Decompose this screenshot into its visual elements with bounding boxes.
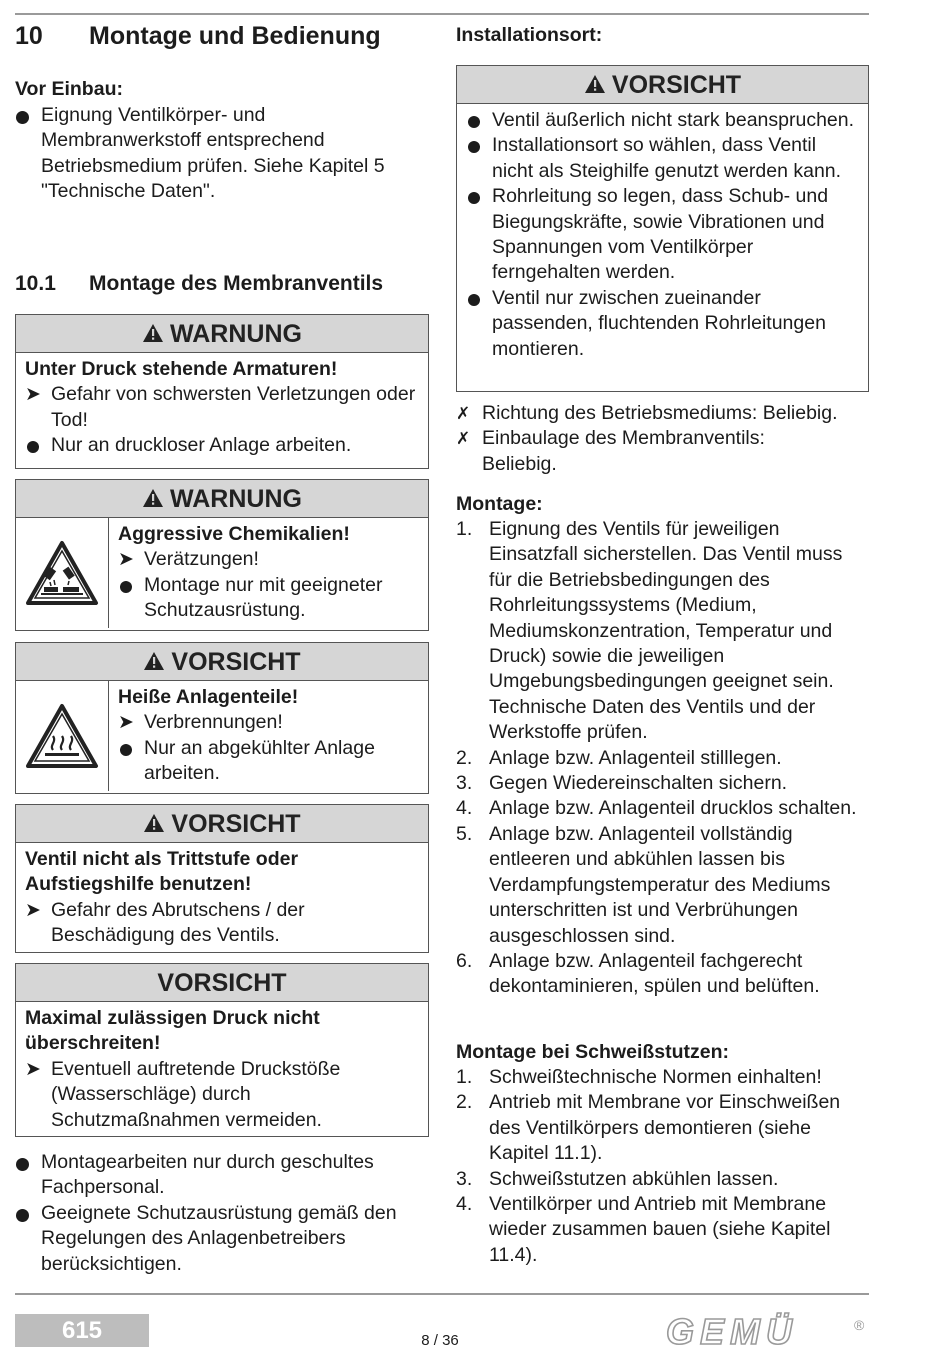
caution-header: VORSICHT — [457, 66, 868, 104]
list-item: 3. Schweißstutzen abkühlen lassen. — [456, 1167, 779, 1190]
warning-triangle-icon — [143, 644, 165, 682]
vor-einbau-label: Vor Einbau: — [15, 78, 123, 100]
section-title: Montage des Membranventils — [89, 272, 384, 295]
vor-einbau-list — [15, 103, 395, 205]
montage-steps — [456, 517, 866, 1000]
model-badge: 615 — [15, 1314, 149, 1347]
bullet-item: Rohrleitung so legen, dass Schub- und Biegungskräfte, sowie Vibrationen und Spannungen vom Ventilkörper ferngehalten werden. — [466, 184, 862, 286]
bullet-item: Ventil nur zwischen zueinander passenden, fluchtenden Rohrleitungen montieren. — [466, 286, 862, 362]
warning-triangle-icon — [584, 67, 606, 105]
caution-title: Ventil nicht als Trittstufe oder Aufstiegshilfe benutzen! — [25, 848, 299, 896]
list-item: ✗ Einbaulage des Membranventils: Beliebig. — [456, 426, 869, 477]
hot-surface-icon — [16, 681, 109, 791]
chapter-heading — [15, 20, 381, 52]
warning-header: WARNUNG — [16, 315, 428, 353]
caution-title: Maximal zulässigen Druck nicht überschreiten! — [25, 1007, 320, 1055]
list-item: 2. Anlage bzw. Anlagenteil stilllegen. — [456, 746, 782, 769]
list-item: 5. Anlage bzw. Anlagenteil vollständig entleeren und abkühlen lassen bis Verdampfungstemperatur des Mediums unterschritten ist und Verbrühungen ausgeschlossen sind. — [456, 822, 831, 947]
registered-mark: ® — [854, 1317, 865, 1333]
list-item: 4. Ventilkörper und Antrieb mit Membrane wieder zusammen bauen (siehe Kapitel 11.4). — [456, 1193, 831, 1266]
warning-header: WARNUNG — [16, 480, 428, 518]
schweissstutzen-label: Montage bei Schweißstutzen: — [456, 1041, 730, 1063]
warning-title: Unter Druck stehende Armaturen! — [25, 358, 338, 380]
arrow-item: ➤ Verbrennungen! — [118, 710, 420, 735]
top-rule — [15, 13, 869, 15]
caution-title: Heiße Anlagenteile! — [118, 686, 299, 708]
warning-box-pressure — [15, 314, 429, 469]
list-item: Montagearbeiten nur durch geschultes Fachpersonal. — [15, 1150, 415, 1201]
arrow-item: ➤ Gefahr von schwersten Verletzungen oder Tod! — [25, 382, 420, 433]
arrow-item: ➤ Verätzungen! — [118, 547, 420, 572]
list-item: 2. Antrieb mit Membrane vor Einschweißen des Ventilkörpers demontieren (siehe Kapitel 11.1). — [456, 1091, 841, 1165]
list-item: 1. Eignung des Ventils für jeweiligen Einsatzfall sicherstellen. Das Ventil muss für die Betriebsbedingungen des Rohrleitungssystems (Medium, Mediumskonzentration, Temperatur und Druck) sowie die jeweiligen Umgebungsbedingungen geeignet sein. Technische Daten des Ventils und der Werkstoffe prüfen. — [456, 518, 843, 744]
general-list — [15, 1150, 415, 1277]
list-item: 6. Anlage bzw. Anlagenteil fachgerecht dekontaminieren, spülen und belüften. — [456, 949, 820, 998]
bullet-item: Ventil äußerlich nicht stark beanspruchen. — [466, 108, 862, 133]
caution-box-pressure — [15, 963, 429, 1137]
installationsort-label: Installationsort: — [456, 24, 603, 46]
installation-notes — [456, 401, 869, 477]
warning-triangle-icon — [142, 481, 164, 519]
corrosive-hazard-icon — [16, 518, 109, 628]
arrow-item: ➤ Gefahr des Abrutschens / der Beschädigung des Ventils. — [25, 898, 420, 949]
warning-box-chemicals — [15, 479, 429, 631]
caution-box-installation — [456, 65, 869, 392]
logo-text: GEMÜ — [666, 1311, 798, 1350]
caution-box-step — [15, 804, 429, 953]
bullet-item: Montage nur mit geeigneter Schutzausrüstung. — [118, 573, 420, 624]
list-item: 1. Schweißtechnische Normen einhalten! — [456, 1066, 822, 1088]
list-item: Eignung Ventilkörper- und Membranwerkstoff entsprechend Betriebsmedium prüfen. Siehe Kapitel 5 "Technische Daten". — [15, 103, 395, 205]
warning-title: Aggressive Chemikalien! — [118, 523, 350, 545]
montage-label: Montage: — [456, 493, 543, 515]
page-number: 8 / 36 — [421, 1332, 459, 1349]
arrow-item: ➤ Eventuell auftretende Druckstöße (Wasserschläge) durch Schutzmaßnahmen vermeiden. — [25, 1057, 420, 1133]
caution-box-hot-parts — [15, 642, 429, 794]
caution-header: VORSICHT — [16, 805, 428, 843]
bullet-item: Nur an druckloser Anlage arbeiten. — [25, 433, 420, 458]
warning-triangle-icon — [142, 316, 164, 354]
list-item: 4. Anlage bzw. Anlagenteil drucklos schalten. — [456, 797, 857, 820]
bullet-item: Installationsort so wählen, dass Ventil nicht als Steighilfe genutzt werden kann. — [466, 133, 862, 184]
chapter-number: 10 — [15, 22, 43, 50]
section-number: 10.1 — [15, 272, 56, 295]
gemu-logo — [666, 1310, 870, 1357]
bullet-item: Nur an abgekühlter Anlage arbeiten. — [118, 736, 420, 787]
caution-header: VORSICHT — [16, 643, 428, 681]
list-item: ✗ Richtung des Betriebsmediums: Beliebig. — [456, 401, 869, 426]
footer-rule — [15, 1293, 869, 1295]
caution-header: VORSICHT — [16, 964, 428, 1002]
list-item: Geeignete Schutzausrüstung gemäß den Regelungen des Anlagenbetreibers berücksichtigen. — [15, 1201, 415, 1277]
list-item: 3. Gegen Wiedereinschalten sichern. — [456, 772, 788, 795]
section-heading — [15, 270, 383, 298]
schweissstutzen-steps — [456, 1065, 868, 1268]
chapter-title: Montage und Bedienung — [89, 22, 381, 50]
warning-triangle-icon — [143, 806, 165, 844]
